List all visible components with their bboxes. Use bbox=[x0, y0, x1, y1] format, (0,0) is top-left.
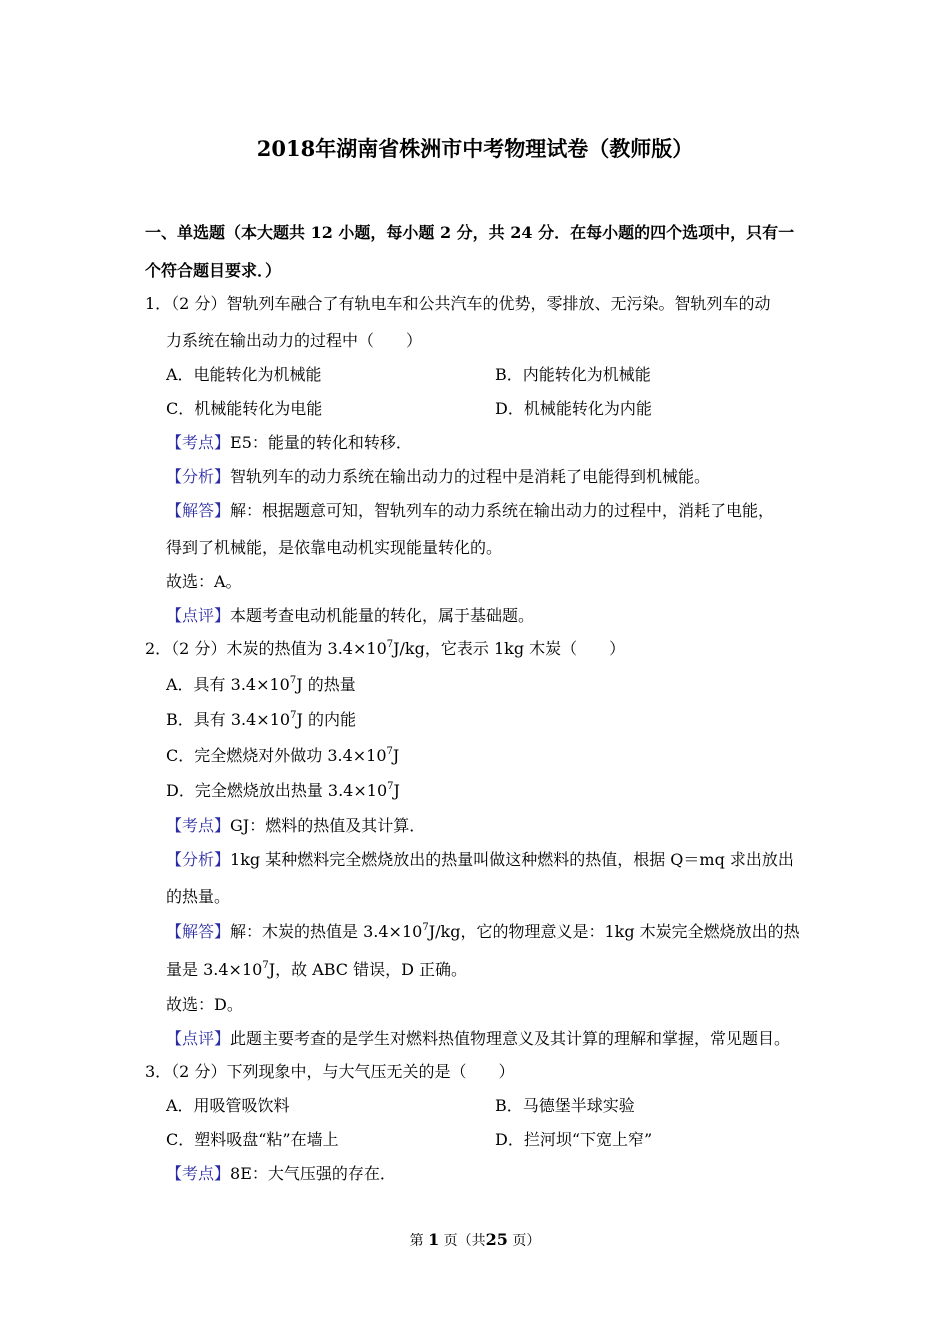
dianping-tag: 【点评】 bbox=[166, 606, 231, 625]
q2-jieda-post: J/kg，它的物理意义是：1kg 木炭完全燃烧放出的热 bbox=[428, 922, 800, 941]
kaodian-tag: 【考点】 bbox=[166, 1164, 231, 1183]
q3-kaodian bbox=[166, 1164, 396, 1184]
q3-option-a: A．用吸管吸饮料 bbox=[166, 1096, 290, 1115]
q3-stem: 3．（2 分）下列现象中，与大气压无关的是（ ） bbox=[145, 1062, 515, 1081]
q2-option-a bbox=[166, 675, 356, 695]
q2-jieda-line2 bbox=[166, 960, 467, 980]
q2-option-d-exponent: 7 bbox=[387, 781, 394, 792]
q2-option-b-post: J 的内能 bbox=[296, 710, 356, 729]
page-title: 2018年湖南省株洲市中考物理试卷（教师版） bbox=[256, 136, 694, 161]
q1-fenxi bbox=[166, 467, 710, 487]
q2-option-a-pre: A．具有 3.4×10 bbox=[166, 675, 290, 694]
q2-option-c-exponent: 7 bbox=[386, 746, 393, 757]
fenxi-tag: 【分析】 bbox=[166, 467, 231, 486]
footer-page-number: 1 bbox=[428, 1230, 440, 1249]
q2-option-d-post: J bbox=[393, 781, 400, 800]
q1-option-b: B．内能转化为机械能 bbox=[495, 365, 651, 384]
q2-jieda2-pre: 量是 3.4×10 bbox=[166, 960, 263, 979]
q1-jieda-line2: 得到了机械能，是依靠电动机实现能量转化的。 bbox=[166, 538, 503, 557]
q2-option-b-exponent: 7 bbox=[290, 710, 297, 721]
q2-stem-post: J/kg，它表示 1kg 木炭（ ） bbox=[393, 639, 626, 658]
footer-mid: 页（共 bbox=[443, 1233, 486, 1249]
q2-option-a-exponent: 7 bbox=[289, 675, 297, 686]
kaodian-tag: 【考点】 bbox=[166, 816, 231, 835]
page-footer bbox=[0, 1230, 950, 1251]
q3-option-b: B．马德堡半球实验 bbox=[495, 1096, 635, 1115]
q2-jieda2-exponent: 7 bbox=[262, 960, 269, 971]
q1-option-c: C．机械能转化为电能 bbox=[166, 399, 323, 418]
q1-option-a: A．电能转化为机械能 bbox=[166, 365, 322, 384]
q2-fenxi-text1: 1kg 某种燃料完全燃烧放出的热量叫做这种燃料的热值，根据 Q＝mq 求出放出 bbox=[230, 850, 794, 869]
q2-answer: 故选：D。 bbox=[166, 995, 243, 1014]
section-heading-line1: 一、单选题（本大题共 12 小题，每小题 2 分，共 24 分．在每小题的四个选项中，只有一 bbox=[145, 223, 795, 242]
q2-option-b bbox=[166, 710, 356, 730]
q2-stem bbox=[145, 639, 625, 659]
q2-fenxi-line1 bbox=[166, 850, 794, 870]
q2-kaodian-text: GJ：燃料的热值及其计算． bbox=[230, 816, 426, 835]
q2-option-a-post: J 的热量 bbox=[296, 675, 356, 694]
q2-option-c bbox=[166, 746, 399, 766]
q1-dianping bbox=[166, 606, 534, 626]
q2-jieda2-post: J，故 ABC 错误，D 正确。 bbox=[268, 960, 468, 979]
q2-stem-exponent: 7 bbox=[386, 639, 394, 650]
jieda-tag: 【解答】 bbox=[166, 922, 231, 941]
q1-answer: 故选：A。 bbox=[166, 572, 242, 591]
section-heading-line2: 个符合题目要求．） bbox=[145, 261, 282, 280]
q1-option-d: D．机械能转化为内能 bbox=[495, 399, 652, 418]
q1-stem-line1: 1．（2 分）智轨列车融合了有轨电车和公共汽车的优势，零排放、无污染。智轨列车的动 bbox=[145, 294, 771, 313]
dianping-tag: 【点评】 bbox=[166, 1029, 231, 1048]
q1-kaodian bbox=[166, 433, 412, 453]
q2-jieda-pre: 解：木炭的热值是 3.4×10 bbox=[230, 922, 423, 941]
fenxi-tag: 【分析】 bbox=[166, 850, 231, 869]
q2-option-d-pre: D．完全燃烧放出热量 3.4×10 bbox=[166, 781, 388, 800]
q2-option-c-pre: C．完全燃烧对外做功 3.4×10 bbox=[166, 746, 387, 765]
kaodian-tag: 【考点】 bbox=[166, 433, 231, 452]
q2-kaodian bbox=[166, 816, 425, 836]
q2-option-b-pre: B．具有 3.4×10 bbox=[166, 710, 291, 729]
q1-jieda-text1: 解：根据题意可知，智轨列车的动力系统在输出动力的过程中，消耗了电能， bbox=[230, 501, 775, 520]
q1-jieda-line1 bbox=[166, 501, 774, 521]
q1-dianping-text: 本题考查电动机能量的转化，属于基础题。 bbox=[230, 606, 535, 625]
q2-jieda-exponent: 7 bbox=[422, 922, 429, 933]
q2-fenxi-line2: 的热量。 bbox=[166, 887, 231, 906]
jieda-tag: 【解答】 bbox=[166, 501, 231, 520]
q1-stem-line2: 力系统在输出动力的过程中（ ） bbox=[166, 331, 423, 350]
q3-option-c: C．塑料吸盘“粘”在墙上 bbox=[166, 1130, 339, 1149]
footer-post: 页） bbox=[512, 1233, 541, 1249]
footer-pre: 第 bbox=[409, 1233, 424, 1249]
footer-total-pages: 25 bbox=[485, 1230, 508, 1249]
q2-option-c-post: J bbox=[392, 746, 400, 765]
q3-option-d: D．拦河坝“下宽上窄” bbox=[495, 1130, 653, 1149]
q2-dianping-text: 此题主要考查的是学生对燃料热值物理意义及其计算的理解和掌握，常见题目。 bbox=[230, 1029, 791, 1048]
q2-dianping bbox=[166, 1029, 790, 1049]
q1-fenxi-text: 智轨列车的动力系统在输出动力的过程中是消耗了电能得到机械能。 bbox=[230, 467, 711, 486]
q2-jieda-line1 bbox=[166, 922, 800, 942]
q2-stem-pre: 2．（2 分）木炭的热值为 3.4×10 bbox=[145, 639, 387, 658]
q1-kaodian-text: E5：能量的转化和转移． bbox=[230, 433, 412, 452]
q2-option-d bbox=[166, 781, 400, 801]
q3-kaodian-text: 8E：大气压强的存在． bbox=[230, 1164, 396, 1183]
